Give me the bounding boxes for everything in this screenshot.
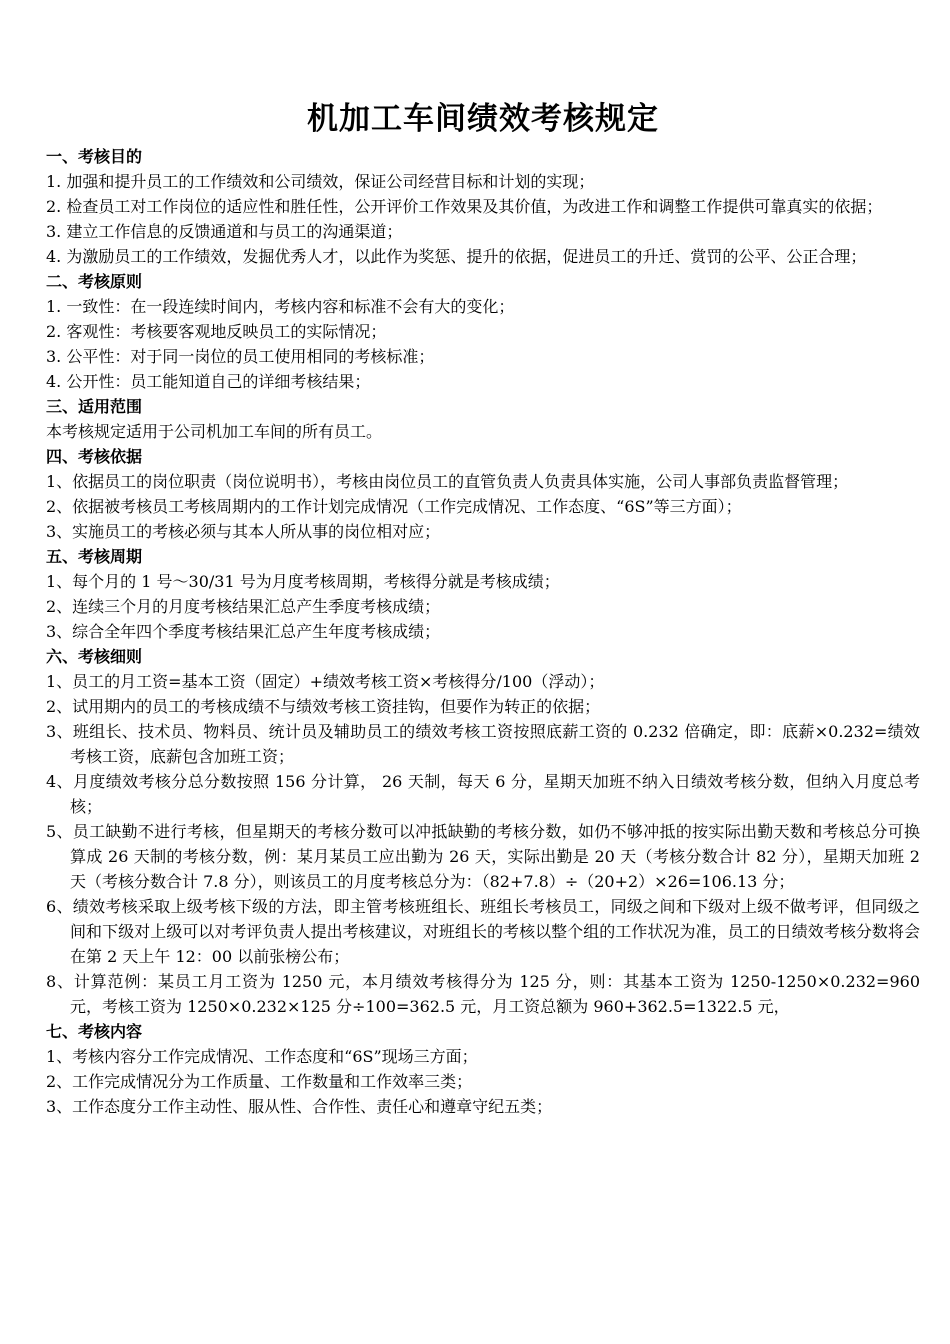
list-item: 3、工作态度分工作主动性、服从性、合作性、责任心和遵章守纪五类； bbox=[46, 1097, 553, 1116]
list-item: 5、员工缺勤不进行考核，但星期天的考核分数可以冲抵缺勤的考核分数，如仍不够冲抵的按实际出勤天数和考核总分可换算成 26 天制的考核分数，例：某月某员工应出勤为 26 天，实际出勤是 20 天（考核分数合计 82 分），星期天加班 2 天（考核分数合计 7.8 分），则该员工的月度考核总分为：（82+7.8）÷（20+2）×26=106.13 分； bbox=[46, 822, 920, 891]
section-cycle bbox=[46, 544, 920, 644]
section-heading: 六、考核细则 bbox=[46, 647, 143, 666]
list-item: 2、工作完成情况分为工作质量、工作数量和工作效率三类； bbox=[46, 1072, 473, 1091]
list-item: 4. 公开性：员工能知道自己的详细考核结果； bbox=[46, 372, 371, 391]
list-item: 2. 客观性：考核要客观地反映员工的实际情况； bbox=[46, 322, 387, 341]
list-item: 2、依据被考核员工考核周期内的工作计划完成情况（工作完成情况、工作态度、“6S”等三方面）； bbox=[46, 497, 742, 516]
list-item: 2、连续三个月的月度考核结果汇总产生季度考核成绩； bbox=[46, 597, 441, 616]
section-heading: 三、适用范围 bbox=[46, 397, 143, 416]
list-item: 3、班组长、技术员、物料员、统计员及辅助员工的绩效考核工资按照底薪工资的 0.232 倍确定，即：底薪×0.232=绩效考核工资，底薪包含加班工资； bbox=[46, 722, 920, 766]
section-scope bbox=[46, 394, 920, 444]
section-heading: 七、考核内容 bbox=[46, 1022, 143, 1041]
section-purpose bbox=[46, 144, 920, 269]
list-item: 1、每个月的 1 号～30/31 号为月度考核周期，考核得分就是考核成绩； bbox=[46, 572, 560, 591]
list-item: 6、绩效考核采取上级考核下级的方法，即主管考核班组长、班组长考核员工，同级之间和下级对上级不做考评，但同级之间和下级对上级可以对考评负责人提出考核建议，对班组长的考核以整个组的工作状况为准，员工的日绩效考核分数将会在第 2 天上午 12：00 以前张榜公布； bbox=[46, 897, 920, 966]
list-item: 1、考核内容分工作完成情况、工作态度和“6S”现场三方面； bbox=[46, 1047, 478, 1066]
list-item: 4. 为激励员工的工作绩效，发掘优秀人才，以此作为奖惩、提升的依据，促进员工的升迁、赏罚的公平、公正合理； bbox=[46, 247, 867, 266]
list-item: 3、实施员工的考核必须与其本人所从事的岗位相对应； bbox=[46, 522, 441, 541]
list-item: 3. 建立工作信息的反馈通道和与员工的沟通渠道； bbox=[46, 222, 403, 241]
section-principles bbox=[46, 269, 920, 394]
section-content bbox=[46, 1019, 920, 1119]
list-item: 1. 一致性：在一段连续时间内，考核内容和标准不会有大的变化； bbox=[46, 297, 515, 316]
list-item: 2、试用期内的员工的考核成绩不与绩效考核工资挂钩，但要作为转正的依据； bbox=[46, 697, 601, 716]
list-item: 1、依据员工的岗位职责（岗位说明书），考核由岗位员工的直管负责人负责具体实施，公司人事部负责监督管理； bbox=[46, 472, 849, 491]
list-item: 8、计算范例：某员工月工资为 1250 元，本月绩效考核得分为 125 分，则：其基本工资为 1250-1250×0.232=960 元，考核工资为 1250×0.232×125 分÷100=362.5 元，月工资总额为 960+362.5=1322.5 元， bbox=[46, 972, 920, 1016]
section-heading: 一、考核目的 bbox=[46, 147, 143, 166]
document-title: 机加工车间绩效考核规定 bbox=[307, 101, 659, 137]
list-item: 3、综合全年四个季度考核结果汇总产生年度考核成绩； bbox=[46, 622, 441, 641]
section-heading: 五、考核周期 bbox=[46, 547, 143, 566]
list-item: 2. 检查员工对工作岗位的适应性和胜任性，公开评价工作效果及其价值，为改进工作和调整工作提供可靠真实的依据； bbox=[46, 197, 883, 216]
list-item: 1、员工的月工资=基本工资（固定）+绩效考核工资×考核得分/100（浮动）； bbox=[46, 672, 605, 691]
section-heading: 二、考核原则 bbox=[46, 272, 143, 291]
list-item: 1. 加强和提升员工的工作绩效和公司绩效，保证公司经营目标和计划的实现； bbox=[46, 172, 595, 191]
list-item: 3. 公平性：对于同一岗位的员工使用相同的考核标准； bbox=[46, 347, 435, 366]
section-basis bbox=[46, 444, 920, 544]
section-rules bbox=[46, 644, 920, 1019]
section-text: 本考核规定适用于公司机加工车间的所有员工。 bbox=[46, 422, 383, 441]
section-heading: 四、考核依据 bbox=[46, 447, 143, 466]
list-item: 4、月度绩效考核分总分数按照 156 分计算， 26 天制，每天 6 分，星期天加班不纳入日绩效考核分数，但纳入月度总考核； bbox=[46, 772, 920, 816]
